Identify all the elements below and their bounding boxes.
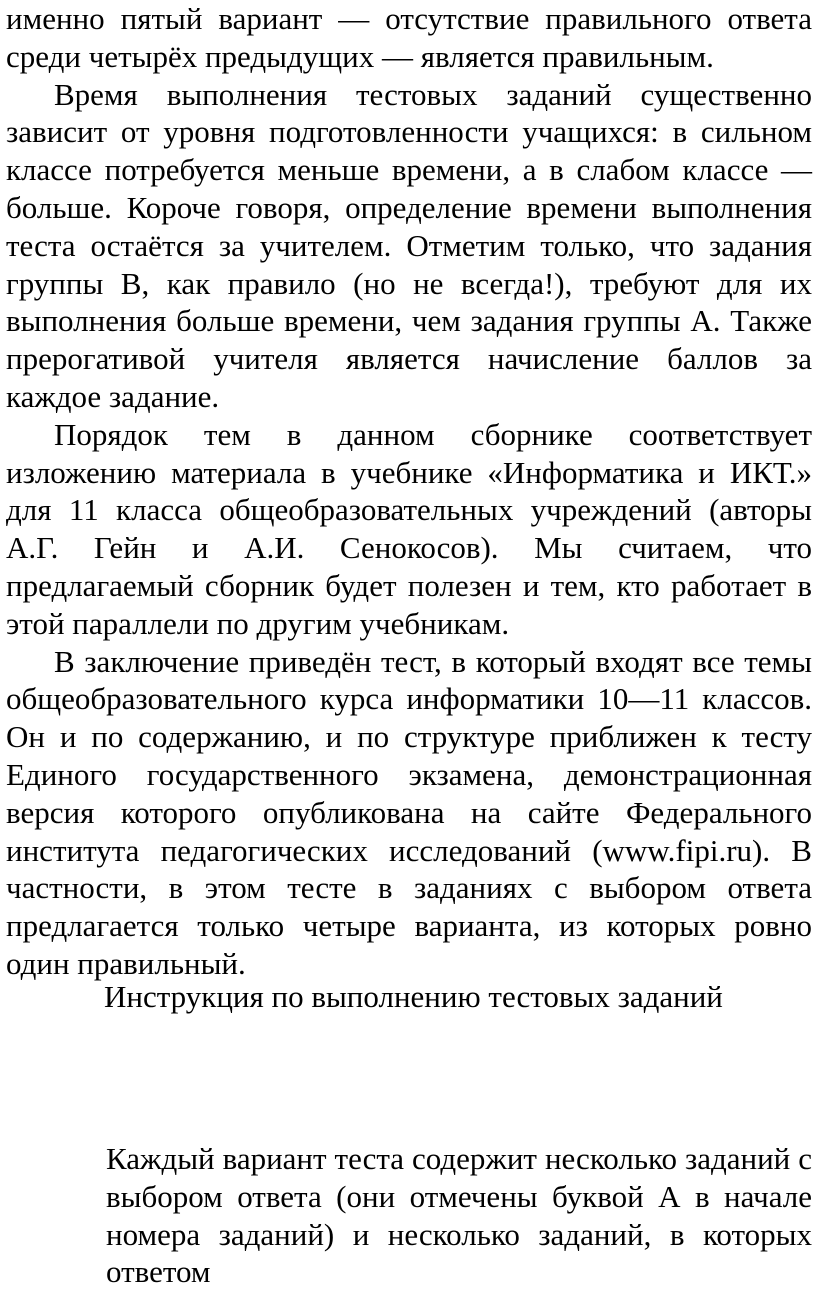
- paragraph-test-time: Время выполнения тестовых заданий существенно зависит от уровня подготовленности учащихся: в сильном классе потребуется меньше времени, а в слабом классе —больше. Короче говоря, определение времени выполнения теста остаётся за учителем. Отметим только, что задания группы В, как правило (но не всегда!), требуют для их выполнения больше времени, чем задания группы А. Также прерогативой учителя является начисление баллов за каждое задание.: [6, 76, 812, 414]
- paragraph-topic-order: Порядок тем в данном сборнике соответствует изложению материала в учебнике «Информатика и ИКТ.» для 11 класса общеобразовательных учреждений (авторы А.Г. Гейн и А.И. Сенокосов). Мы считаем, что предлагаемый сборник будет полезен и тем, кто работает в этой параллели по другим учебникам.: [6, 416, 812, 641]
- paragraph-continuation: именно пятый вариант — отсутствие правильного ответа среди четырёх предыдущих — является правильным.: [6, 1, 812, 74]
- section-heading: Инструкция по выполнению тестовых заданий: [104, 979, 723, 1014]
- paragraph-instructions: Каждый вариант теста содержит несколько заданий с выбором ответа (они отмечены буквой А в начале номера заданий) и несколько заданий, в которых ответом: [106, 1141, 812, 1290]
- paragraph-final-test: В заключение приведён тест, в который входят все темы общеобразовательного курса информатики 10—11 классов. Он и по содержанию, и по структуре приближен к тесту Единого государственного экзамена, демонстрационная версия которого опубликована на сайте Федерального института педагогических исследований (www.fipi.ru). В частности, в этом тесте в заданиях с выбором ответа предлагается только четыре варианта, из которых ровно один правильный.: [6, 643, 812, 981]
- document-body: [6, 0, 812, 983]
